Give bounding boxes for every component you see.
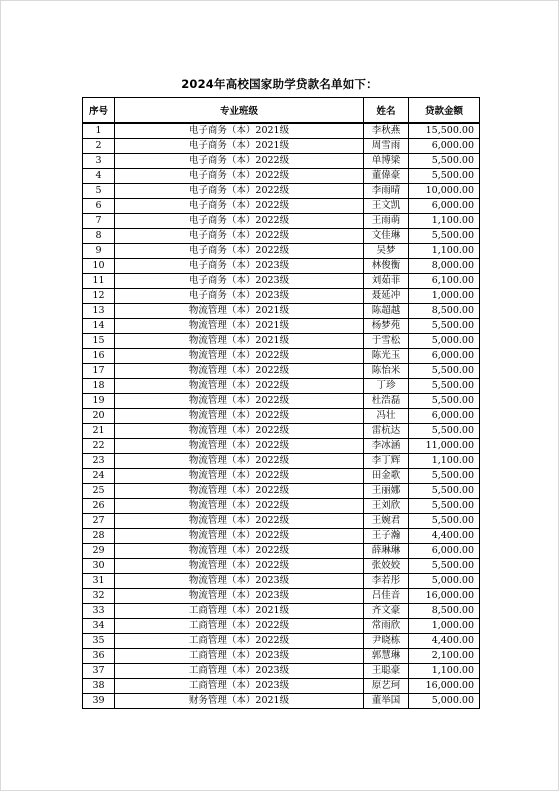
- cell-amount: 5,500.00: [409, 229, 480, 244]
- document-title: 2024年高校国家助学贷款名单如下：: [181, 77, 378, 91]
- cell-index: 14: [83, 319, 115, 334]
- cell-index: 12: [83, 289, 115, 304]
- table-row: [83, 409, 480, 424]
- table-row: [83, 214, 480, 229]
- cell-amount: 11,000.00: [409, 439, 480, 454]
- cell-index: 28: [83, 529, 115, 544]
- cell-index: 35: [83, 634, 115, 649]
- cell-index: 1: [83, 123, 115, 139]
- cell-name: 王文凯: [364, 199, 409, 214]
- cell-amount: 5,000.00: [409, 694, 480, 709]
- cell-name: 王聪豪: [364, 664, 409, 679]
- cell-class: 电子商务（本）2021级: [115, 123, 364, 139]
- cell-index: 38: [83, 679, 115, 694]
- cell-index: 7: [83, 214, 115, 229]
- table-row: [83, 604, 480, 619]
- cell-amount: 8,000.00: [409, 259, 480, 274]
- cell-amount: 5,500.00: [409, 514, 480, 529]
- cell-amount: 1,100.00: [409, 214, 480, 229]
- header-row: [83, 98, 480, 124]
- cell-index: 29: [83, 544, 115, 559]
- cell-name: 陈怡米: [364, 364, 409, 379]
- table-row: [83, 454, 480, 469]
- cell-name: 杨梦苑: [364, 319, 409, 334]
- table-row: [83, 634, 480, 649]
- cell-amount: 5,500.00: [409, 469, 480, 484]
- table-row: [83, 649, 480, 664]
- table-row: [83, 529, 480, 544]
- cell-name: 文佳琳: [364, 229, 409, 244]
- cell-class: 电子商务（本）2023级: [115, 289, 364, 304]
- table-row: [83, 123, 480, 139]
- cell-class: 工商管理（本）2021级: [115, 604, 364, 619]
- table-row: [83, 244, 480, 259]
- cell-class: 物流管理（本）2022级: [115, 349, 364, 364]
- cell-class: 物流管理（本）2022级: [115, 394, 364, 409]
- cell-class: 物流管理（本）2022级: [115, 529, 364, 544]
- cell-index: 16: [83, 349, 115, 364]
- table-row: [83, 304, 480, 319]
- cell-amount: 16,000.00: [409, 679, 480, 694]
- cell-amount: 6,000.00: [409, 349, 480, 364]
- cell-class: 物流管理（本）2022级: [115, 514, 364, 529]
- table-row: [83, 499, 480, 514]
- cell-class: 电子商务（本）2022级: [115, 214, 364, 229]
- table-row: [83, 424, 480, 439]
- cell-index: 23: [83, 454, 115, 469]
- table-row: [83, 694, 480, 709]
- cell-amount: 15,500.00: [409, 123, 480, 139]
- cell-class: 工商管理（本）2023级: [115, 679, 364, 694]
- cell-name: 冯壮: [364, 409, 409, 424]
- cell-class: 电子商务（本）2023级: [115, 274, 364, 289]
- header-name: 姓名: [364, 98, 409, 124]
- cell-amount: 6,000.00: [409, 544, 480, 559]
- cell-amount: 6,000.00: [409, 409, 480, 424]
- table-row: [83, 394, 480, 409]
- cell-index: 9: [83, 244, 115, 259]
- cell-class: 物流管理（本）2022级: [115, 469, 364, 484]
- cell-class: 工商管理（本）2022级: [115, 634, 364, 649]
- cell-name: 尹晓栋: [364, 634, 409, 649]
- cell-class: 物流管理（本）2022级: [115, 424, 364, 439]
- cell-amount: 5,500.00: [409, 319, 480, 334]
- cell-name: 李冰涵: [364, 439, 409, 454]
- cell-index: 26: [83, 499, 115, 514]
- table-row: [83, 484, 480, 499]
- cell-index: 19: [83, 394, 115, 409]
- cell-name: 郭慧琳: [364, 649, 409, 664]
- cell-class: 物流管理（本）2023级: [115, 574, 364, 589]
- cell-class: 财务管理（本）2021级: [115, 694, 364, 709]
- cell-index: 30: [83, 559, 115, 574]
- cell-amount: 5,000.00: [409, 574, 480, 589]
- cell-name: 李雨晴: [364, 184, 409, 199]
- cell-index: 31: [83, 574, 115, 589]
- cell-amount: 5,500.00: [409, 394, 480, 409]
- table-row: [83, 589, 480, 604]
- cell-index: 27: [83, 514, 115, 529]
- cell-class: 电子商务（本）2023级: [115, 259, 364, 274]
- table-row: [83, 274, 480, 289]
- cell-index: 2: [83, 139, 115, 154]
- cell-class: 物流管理（本）2022级: [115, 454, 364, 469]
- table-row: [83, 139, 480, 154]
- cell-amount: 10,000.00: [409, 184, 480, 199]
- cell-index: 36: [83, 649, 115, 664]
- loan-list-table: [82, 97, 480, 709]
- table-row: [83, 619, 480, 634]
- table-row: [83, 559, 480, 574]
- cell-class: 电子商务（本）2022级: [115, 244, 364, 259]
- cell-amount: 1,000.00: [409, 289, 480, 304]
- cell-name: 吕佳音: [364, 589, 409, 604]
- cell-class: 物流管理（本）2021级: [115, 304, 364, 319]
- cell-index: 13: [83, 304, 115, 319]
- cell-amount: 16,000.00: [409, 589, 480, 604]
- table-row: [83, 334, 480, 349]
- cell-name: 王子瀚: [364, 529, 409, 544]
- cell-index: 34: [83, 619, 115, 634]
- cell-name: 王丽娜: [364, 484, 409, 499]
- cell-class: 电子商务（本）2022级: [115, 199, 364, 214]
- cell-index: 11: [83, 274, 115, 289]
- cell-index: 21: [83, 424, 115, 439]
- table-row: [83, 349, 480, 364]
- cell-amount: 5,500.00: [409, 559, 480, 574]
- cell-amount: 5,500.00: [409, 364, 480, 379]
- cell-amount: 6,000.00: [409, 139, 480, 154]
- cell-name: 董举国: [364, 694, 409, 709]
- cell-amount: 4,400.00: [409, 529, 480, 544]
- cell-name: 陈超越: [364, 304, 409, 319]
- cell-class: 物流管理（本）2022级: [115, 559, 364, 574]
- cell-index: 22: [83, 439, 115, 454]
- cell-amount: 5,500.00: [409, 424, 480, 439]
- cell-class: 物流管理（本）2022级: [115, 439, 364, 454]
- table-header: [83, 98, 480, 124]
- table-row: [83, 184, 480, 199]
- cell-index: 4: [83, 169, 115, 184]
- cell-name: 李丁辉: [364, 454, 409, 469]
- table-row: [83, 259, 480, 274]
- table-row: [83, 679, 480, 694]
- cell-class: 电子商务（本）2022级: [115, 154, 364, 169]
- cell-class: 工商管理（本）2023级: [115, 664, 364, 679]
- cell-index: 8: [83, 229, 115, 244]
- cell-name: 李秋燕: [364, 123, 409, 139]
- cell-amount: 1,000.00: [409, 619, 480, 634]
- cell-name: 李若彤: [364, 574, 409, 589]
- cell-index: 10: [83, 259, 115, 274]
- cell-name: 薛琳琳: [364, 544, 409, 559]
- table-row: [83, 544, 480, 559]
- cell-class: 电子商务（本）2022级: [115, 169, 364, 184]
- cell-index: 15: [83, 334, 115, 349]
- cell-class: 电子商务（本）2021级: [115, 139, 364, 154]
- table-row: [83, 289, 480, 304]
- table-row: [83, 664, 480, 679]
- cell-name: 董偉豪: [364, 169, 409, 184]
- cell-amount: 5,500.00: [409, 499, 480, 514]
- header-amount: 贷款金额: [409, 98, 480, 124]
- cell-amount: 8,500.00: [409, 304, 480, 319]
- cell-index: 17: [83, 364, 115, 379]
- cell-name: 张姣姣: [364, 559, 409, 574]
- cell-name: 原艺珂: [364, 679, 409, 694]
- cell-name: 吴梦: [364, 244, 409, 259]
- header-class: 专业班级: [115, 98, 364, 124]
- cell-amount: 5,500.00: [409, 484, 480, 499]
- table-row: [83, 514, 480, 529]
- header-index: 序号: [83, 98, 115, 124]
- cell-amount: 4,400.00: [409, 634, 480, 649]
- cell-class: 物流管理（本）2021级: [115, 319, 364, 334]
- cell-index: 3: [83, 154, 115, 169]
- cell-name: 杜浩磊: [364, 394, 409, 409]
- cell-index: 5: [83, 184, 115, 199]
- cell-name: 田金歌: [364, 469, 409, 484]
- cell-name: 王雨萌: [364, 214, 409, 229]
- table-row: [83, 169, 480, 184]
- cell-class: 物流管理（本）2022级: [115, 544, 364, 559]
- cell-amount: 8,500.00: [409, 604, 480, 619]
- cell-index: 32: [83, 589, 115, 604]
- cell-index: 25: [83, 484, 115, 499]
- cell-amount: 5,000.00: [409, 334, 480, 349]
- cell-name: 齐文豪: [364, 604, 409, 619]
- table-row: [83, 319, 480, 334]
- cell-class: 物流管理（本）2022级: [115, 409, 364, 424]
- table-row: [83, 379, 480, 394]
- table-row: [83, 364, 480, 379]
- table-row: [83, 469, 480, 484]
- cell-index: 33: [83, 604, 115, 619]
- cell-amount: 5,500.00: [409, 169, 480, 184]
- cell-name: 刘茹菲: [364, 274, 409, 289]
- cell-amount: 5,500.00: [409, 379, 480, 394]
- cell-class: 物流管理（本）2022级: [115, 484, 364, 499]
- cell-amount: 1,100.00: [409, 664, 480, 679]
- cell-name: 丁珍: [364, 379, 409, 394]
- cell-class: 物流管理（本）2022级: [115, 499, 364, 514]
- cell-name: 单博梁: [364, 154, 409, 169]
- cell-index: 37: [83, 664, 115, 679]
- table-row: [83, 229, 480, 244]
- cell-class: 物流管理（本）2021级: [115, 334, 364, 349]
- cell-name: 雷杭达: [364, 424, 409, 439]
- cell-index: 6: [83, 199, 115, 214]
- cell-amount: 6,100.00: [409, 274, 480, 289]
- cell-name: 林俊衡: [364, 259, 409, 274]
- cell-index: 39: [83, 694, 115, 709]
- cell-index: 24: [83, 469, 115, 484]
- cell-index: 18: [83, 379, 115, 394]
- cell-name: 常雨欣: [364, 619, 409, 634]
- cell-name: 王刘欣: [364, 499, 409, 514]
- cell-class: 工商管理（本）2023级: [115, 649, 364, 664]
- cell-class: 电子商务（本）2022级: [115, 184, 364, 199]
- table-row: [83, 439, 480, 454]
- table-row: [83, 199, 480, 214]
- cell-class: 物流管理（本）2022级: [115, 364, 364, 379]
- cell-amount: 5,500.00: [409, 154, 480, 169]
- cell-name: 聂延冲: [364, 289, 409, 304]
- cell-amount: 6,000.00: [409, 199, 480, 214]
- cell-class: 电子商务（本）2022级: [115, 229, 364, 244]
- cell-index: 20: [83, 409, 115, 424]
- cell-amount: 1,100.00: [409, 454, 480, 469]
- cell-class: 物流管理（本）2022级: [115, 379, 364, 394]
- cell-class: 工商管理（本）2022级: [115, 619, 364, 634]
- cell-name: 陈光玉: [364, 349, 409, 364]
- cell-name: 周雪雨: [364, 139, 409, 154]
- cell-name: 于雪松: [364, 334, 409, 349]
- table-row: [83, 574, 480, 589]
- table-body: [83, 123, 480, 709]
- cell-class: 物流管理（本）2023级: [115, 589, 364, 604]
- cell-amount: 1,100.00: [409, 244, 480, 259]
- table-row: [83, 154, 480, 169]
- cell-amount: 2,100.00: [409, 649, 480, 664]
- cell-name: 王婉君: [364, 514, 409, 529]
